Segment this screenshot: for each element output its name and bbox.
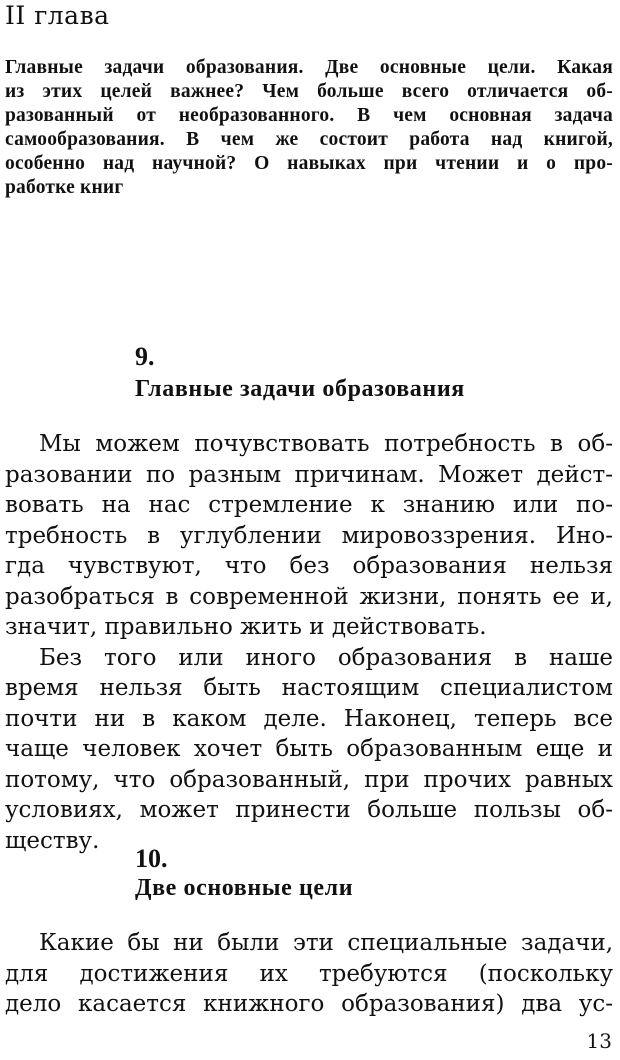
body-line: условиях, может принести больше пользы об- [5,797,613,823]
body-line: Какие бы ни были эти специальные задачи, [39,930,613,956]
body-line: дело касается книжного образования) два ус- [5,991,613,1017]
body-line: значит, правильно жить и действовать. [5,614,487,640]
abstract-line: из этих целей важнее? Чем больше всего отличается об- [5,81,613,102]
body-line: почти ни в каком деле. Наконец, теперь все [5,705,613,732]
body-line: Мы можем почувствовать потребность в об- [39,431,613,457]
body-line: вовать на нас стремление к знанию или по- [5,492,613,518]
body-line: время нельзя быть настоящим специалистом [5,675,613,701]
body-line: чаще человек хочет быть образованным еще и [5,736,613,762]
body-line: разовании по разным причинам. Может дейст- [5,461,613,488]
section-10-title: Две основные цели [135,875,354,901]
body-line: разобраться в современной жизни, понять ее и, [5,583,613,610]
chapter-abstract [5,56,613,200]
abstract-line: разованный от необразованного. В чем основная задача [5,105,613,126]
body-line: ществу. [5,827,100,854]
body-line: потому, что образованный, при прочих равных [5,766,613,793]
abstract-line: работке книг [5,177,124,198]
section-9-body [5,429,613,856]
body-line: Без того или иного образования в наше [39,644,613,671]
body-line: гда чувствуют, что без образования нельзя [5,553,613,579]
page-number: 13 [586,1029,612,1053]
abstract-line: самообразования. В чем же состоит работа над книгой, [5,129,613,150]
chapter-header: II глава [5,1,110,30]
abstract-line: Главные задачи образования. Две основные цели. Какая [5,57,613,78]
section-9-title: Главные задачи образования [135,376,465,402]
body-line: для достижения их требуются (поскольку [5,960,613,987]
section-10-number: 10. [135,844,168,873]
section-10-body [5,928,613,1020]
section-9-number: 9. [135,342,155,371]
abstract-line: особенно над научной? О навыках при чтении и о про- [5,153,613,174]
body-line: требность в углублении мировоззрения. Ино- [5,522,613,549]
